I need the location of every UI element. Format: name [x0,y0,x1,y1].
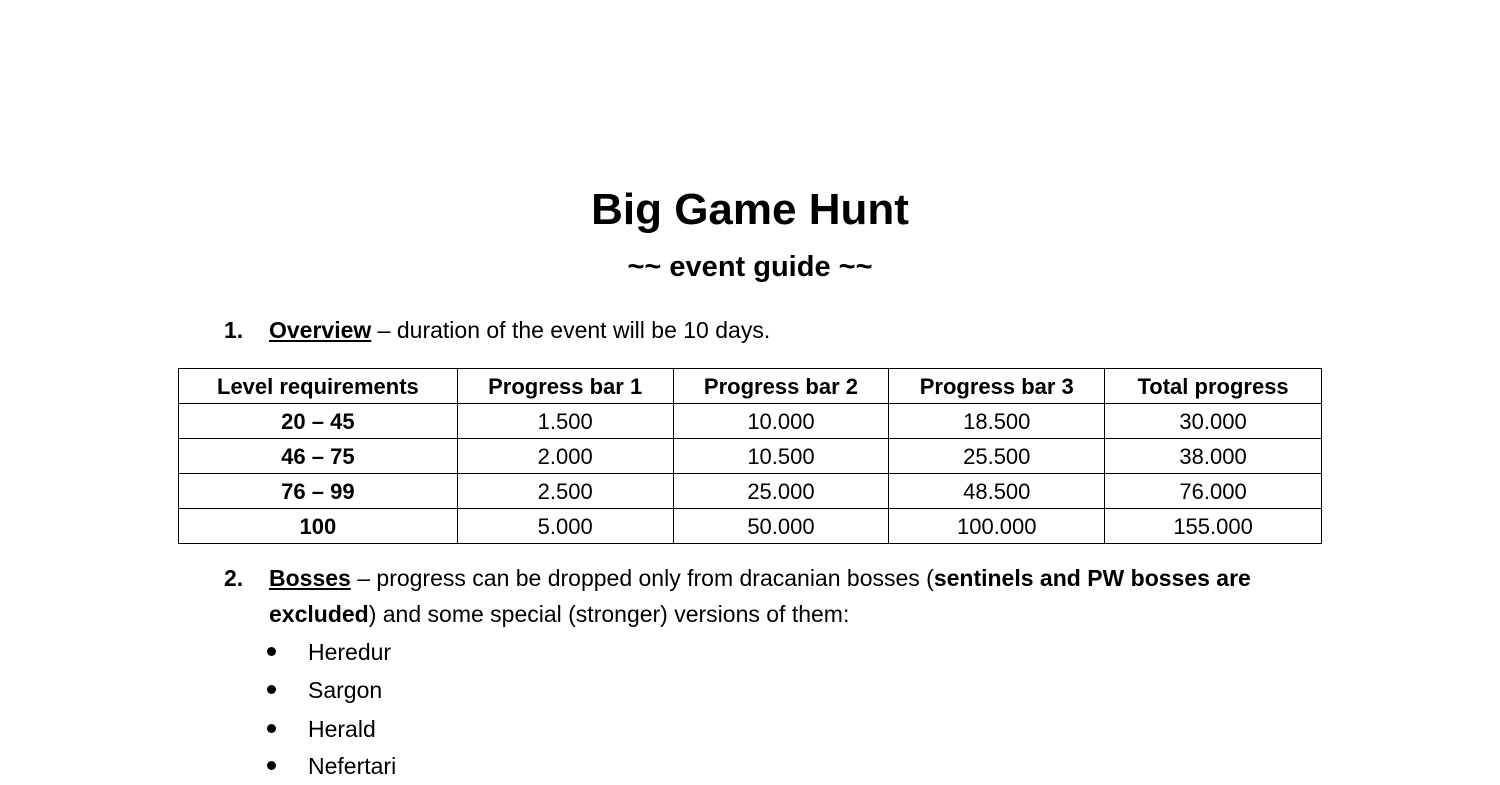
section-1-line [269,315,770,345]
table-header-cell: Total progress [1105,369,1322,404]
list-item [262,675,382,705]
table-cell: 76.000 [1105,474,1322,509]
table-row [179,509,1322,544]
table-cell: 50.000 [673,509,889,544]
boss-name: Nefertari [308,753,397,779]
bullet-icon [267,685,276,694]
level-range-cell: 100 [179,509,458,544]
bullet-icon [267,761,276,770]
table-header-row [179,369,1322,404]
document-title: Big Game Hunt [591,185,909,234]
table-row [179,404,1322,439]
section-2-line-2 [269,599,849,629]
table-cell: 5.000 [457,509,673,544]
section-2-bold-1: sentinels and PW bosses are [933,565,1251,591]
section-1-number: 1. [224,317,244,343]
section-2-text-1: – progress can be dropped only from dracanian bosses ( [350,565,934,591]
table-cell: 25.500 [889,439,1105,474]
level-requirements-table [178,368,1322,544]
list-item [262,637,391,667]
section-2-line-1 [269,563,1251,593]
bullet-icon [267,724,276,733]
table-header-cell: Progress bar 1 [457,369,673,404]
section-2-text-2: ) and some special (stronger) versions of them: [368,601,850,627]
boss-name: Sargon [308,677,383,703]
table-cell: 1.500 [457,404,673,439]
boss-name: Herald [308,716,376,742]
level-range-cell: 20 – 45 [179,404,458,439]
section-1-text: – duration of the event will be 10 days. [371,317,771,343]
table-header-cell: Progress bar 3 [889,369,1105,404]
table-row [179,439,1322,474]
level-range-cell: 46 – 75 [179,439,458,474]
table-header-cell: Level requirements [179,369,458,404]
section-2-heading: Bosses [269,565,351,591]
bullet-icon [267,647,276,656]
section-1-heading: Overview [269,317,372,343]
boss-name: Heredur [308,639,392,665]
table-cell: 155.000 [1105,509,1322,544]
table-cell: 10.000 [673,404,889,439]
table-cell: 30.000 [1105,404,1322,439]
table-cell: 10.500 [673,439,889,474]
table-cell: 18.500 [889,404,1105,439]
table-cell: 100.000 [889,509,1105,544]
section-2-bold-2: excluded [269,601,369,627]
table-cell: 2.500 [457,474,673,509]
table-row [179,474,1322,509]
table-cell: 38.000 [1105,439,1322,474]
document-subtitle: ~~ event guide ~~ [627,251,873,283]
table-cell: 2.000 [457,439,673,474]
list-item [262,714,376,744]
level-range-cell: 76 – 99 [179,474,458,509]
table-cell: 25.000 [673,474,889,509]
section-2-number: 2. [224,565,244,591]
table-cell: 48.500 [889,474,1105,509]
list-item [262,751,396,781]
table-header-cell: Progress bar 2 [673,369,889,404]
